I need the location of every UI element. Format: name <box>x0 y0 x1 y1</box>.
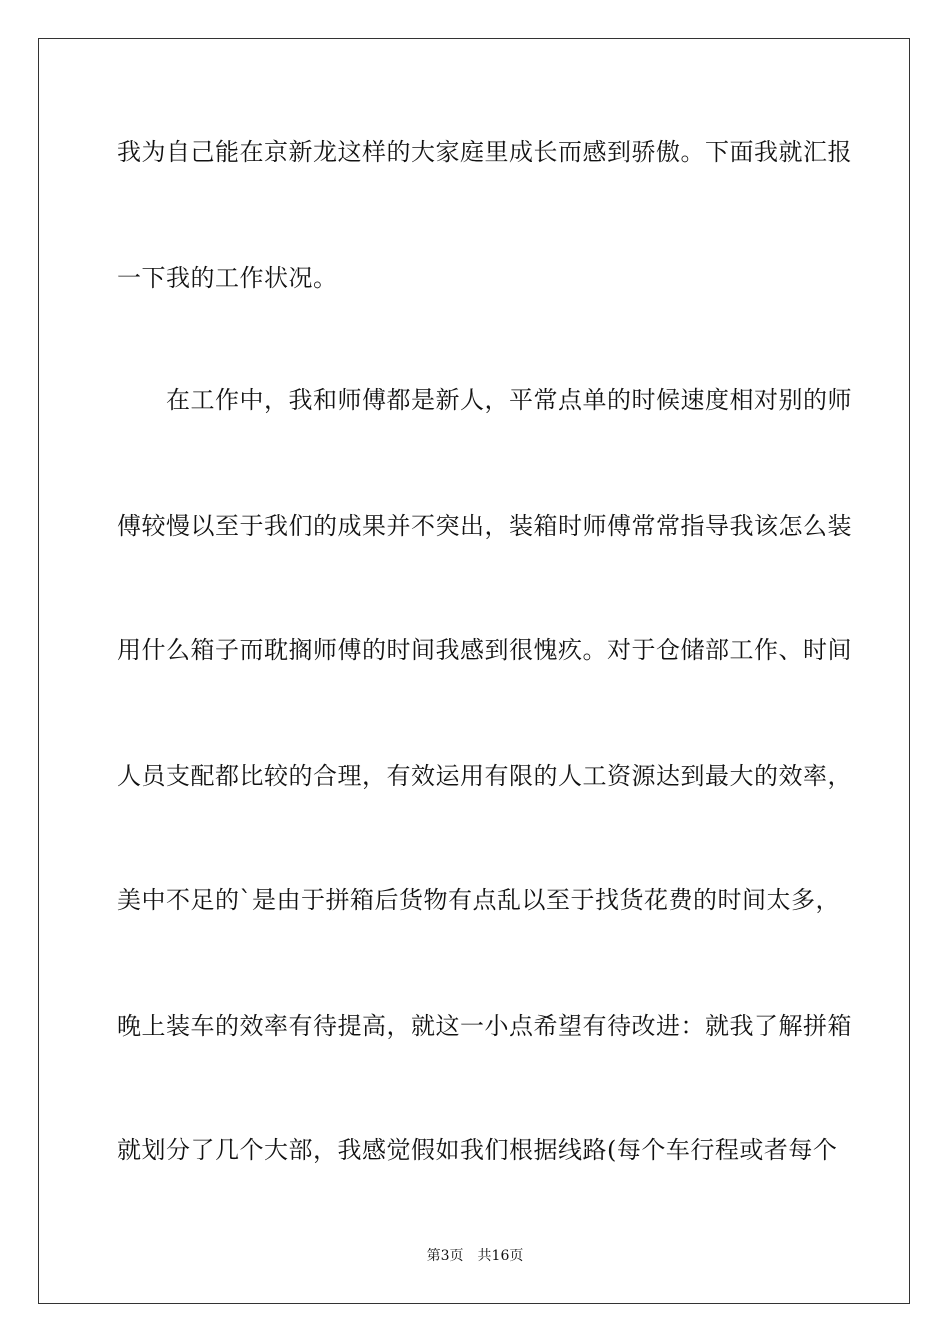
text-line: 晚上装车的效率有待提高，就这一小点希望有待改进：就我了解拼箱 <box>117 1012 852 1040</box>
text-line: 我为自己能在京新龙这样的大家庭里成长而感到骄傲。下面我就汇报 <box>117 138 852 166</box>
text-line: 傅较慢以至于我们的成果并不突出，装箱时师傅常常指导我该怎么装 <box>117 512 852 540</box>
text-line: 美中不足的`是由于拼箱后货物有点乱以至于找货花费的时间太多， <box>117 886 840 914</box>
text-line: 用什么箱子而耽搁师傅的时间我感到很愧疚。对于仓储部工作、时间 <box>117 636 852 664</box>
page-frame <box>38 38 910 1304</box>
text-line: 就划分了几个大部，我感觉假如我们根据线路(每个车行程或者每个 <box>117 1136 838 1164</box>
text-line: 在工作中，我和师傅都是新人，平常点单的时候速度相对别的师 <box>117 386 852 414</box>
page-number: 第3页 <box>426 1248 464 1264</box>
text-line: 人员支配都比较的合理，有效运用有限的人工资源达到最大的效率， <box>117 762 852 790</box>
page-total: 共16页 <box>477 1248 524 1264</box>
page-footer <box>0 1246 950 1266</box>
text-line: 一下我的工作状况。 <box>117 264 338 292</box>
